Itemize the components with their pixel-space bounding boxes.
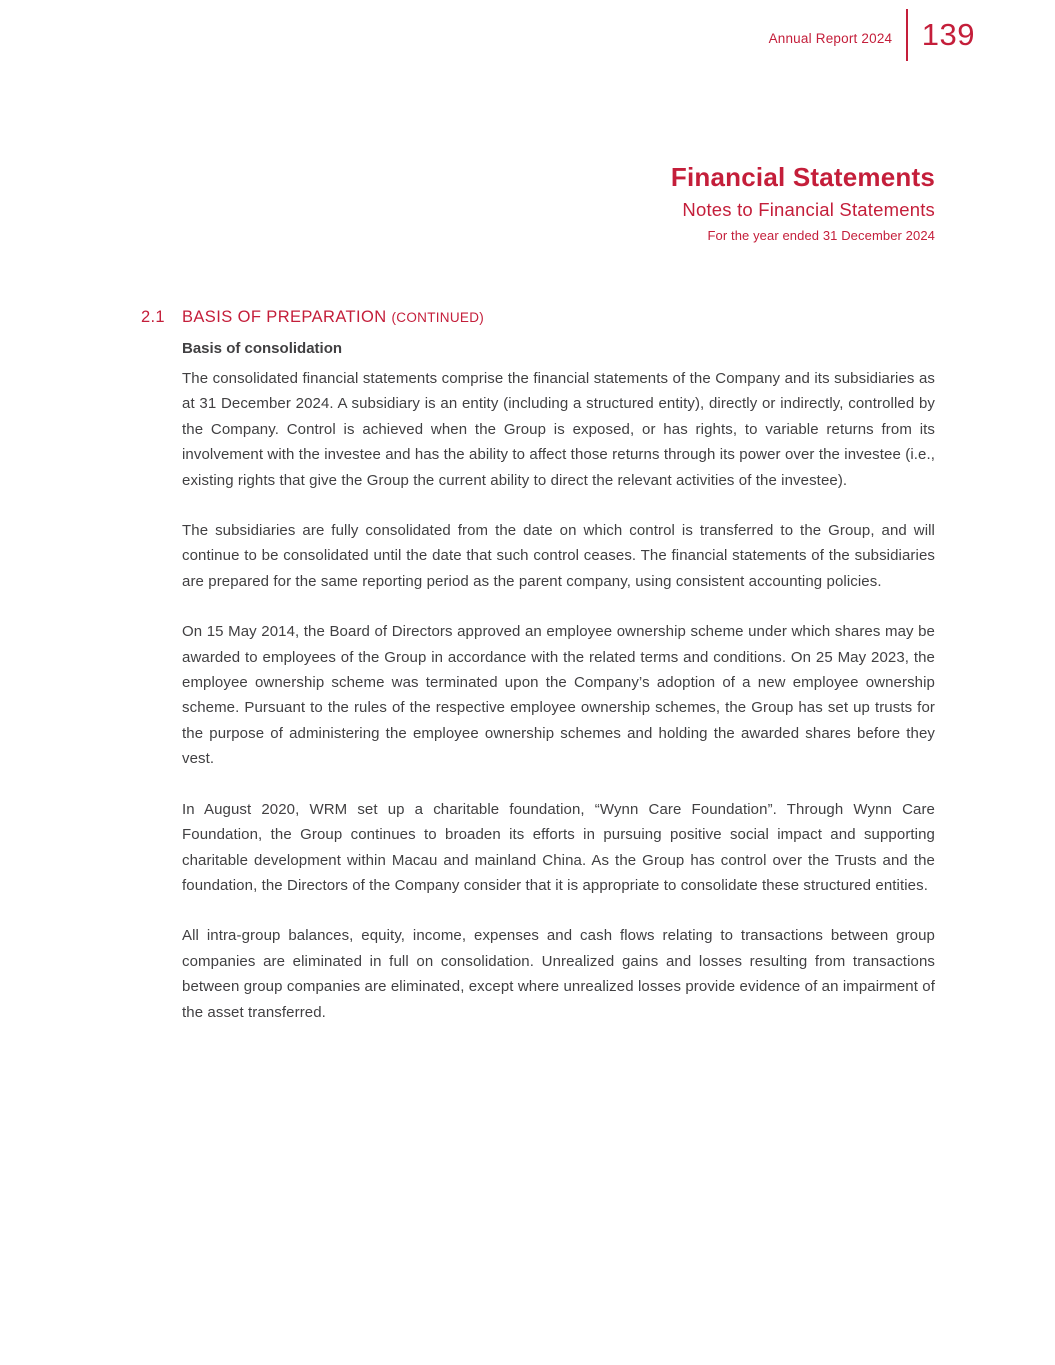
paragraph-intra-group-elimination: All intra-group balances, equity, income, expenses and cash flows relating to transactions between group companies are eliminated in full on consolidation. Unrealized gains and losses resulting from transactions between group companies are eliminated, except where unrealized losses provide evidence of an impairment of the asset transferred. <box>182 927 935 1021</box>
subsection-subheading: Basis of consolidation <box>182 340 343 357</box>
section-body <box>182 340 935 1025</box>
section-number: 2.1 <box>141 308 165 326</box>
document-subtitle: Notes to Financial Statements <box>682 198 935 220</box>
paragraph-consolidation-period: The subsidiaries are fully consolidated from the date on which control is transferred to the Group, and will continue to be consolidated until the date that such control ceases. The financial statements of the subsidiaries are prepared for the same reporting period as the parent company, using consistent accounting policies. <box>182 522 935 590</box>
page-number: 139 <box>921 17 975 52</box>
reporting-period: For the year ended 31 December 2024 <box>707 227 935 243</box>
section-continued-label: (CONTINUED) <box>391 310 485 325</box>
running-header <box>769 8 975 62</box>
main-content <box>141 308 935 1025</box>
title-block <box>671 163 935 243</box>
paragraph-wynn-care-foundation: In August 2020, WRM set up a charitable foundation, “Wynn Care Foundation”. Through Wynn Care Foundation, the Group continues to broaden its efforts in pursuing positive social impact and supporting charitable development within Macau and mainland China. As the Group has control over the Trusts and the foundation, the Directors of the Company consider that it is appropriate to consolidate these structured entities. <box>182 800 935 894</box>
paragraph-employee-ownership-scheme: On 15 May 2014, the Board of Directors approved an employee ownership scheme under which shares may be awarded to employees of the Group in accordance with the related terms and conditions. On 25 May 2023, the employee ownership scheme was terminated upon the Company’s adoption of a new employee ownership scheme. Pursuant to the rules of the respective employee ownership schemes, the Group has set up trusts for the purpose of administering the employee ownership schemes and holding the awarded shares before they vest. <box>182 623 935 768</box>
document-title: Financial Statements <box>670 162 935 192</box>
paragraph-consolidation-basis: The consolidated financial statements comprise the financial statements of the Company and its subsidiaries as at 31 December 2024. A subsidiary is an entity (including a structured entity), directly or indirectly, controlled by the Company. Control is achieved when the Group is exposed, or has rights, to variable returns from its involvement with the investee and has the ability to affect those returns through its power over the investee (i.e., existing rights that give the Group the current ability to direct the relevant activities of the investee). <box>182 370 935 489</box>
section-heading-row <box>141 308 935 327</box>
report-label: Annual Report 2024 <box>768 30 893 46</box>
section-heading-text: BASIS OF PREPARATION <box>182 308 387 326</box>
section-heading <box>182 308 484 327</box>
